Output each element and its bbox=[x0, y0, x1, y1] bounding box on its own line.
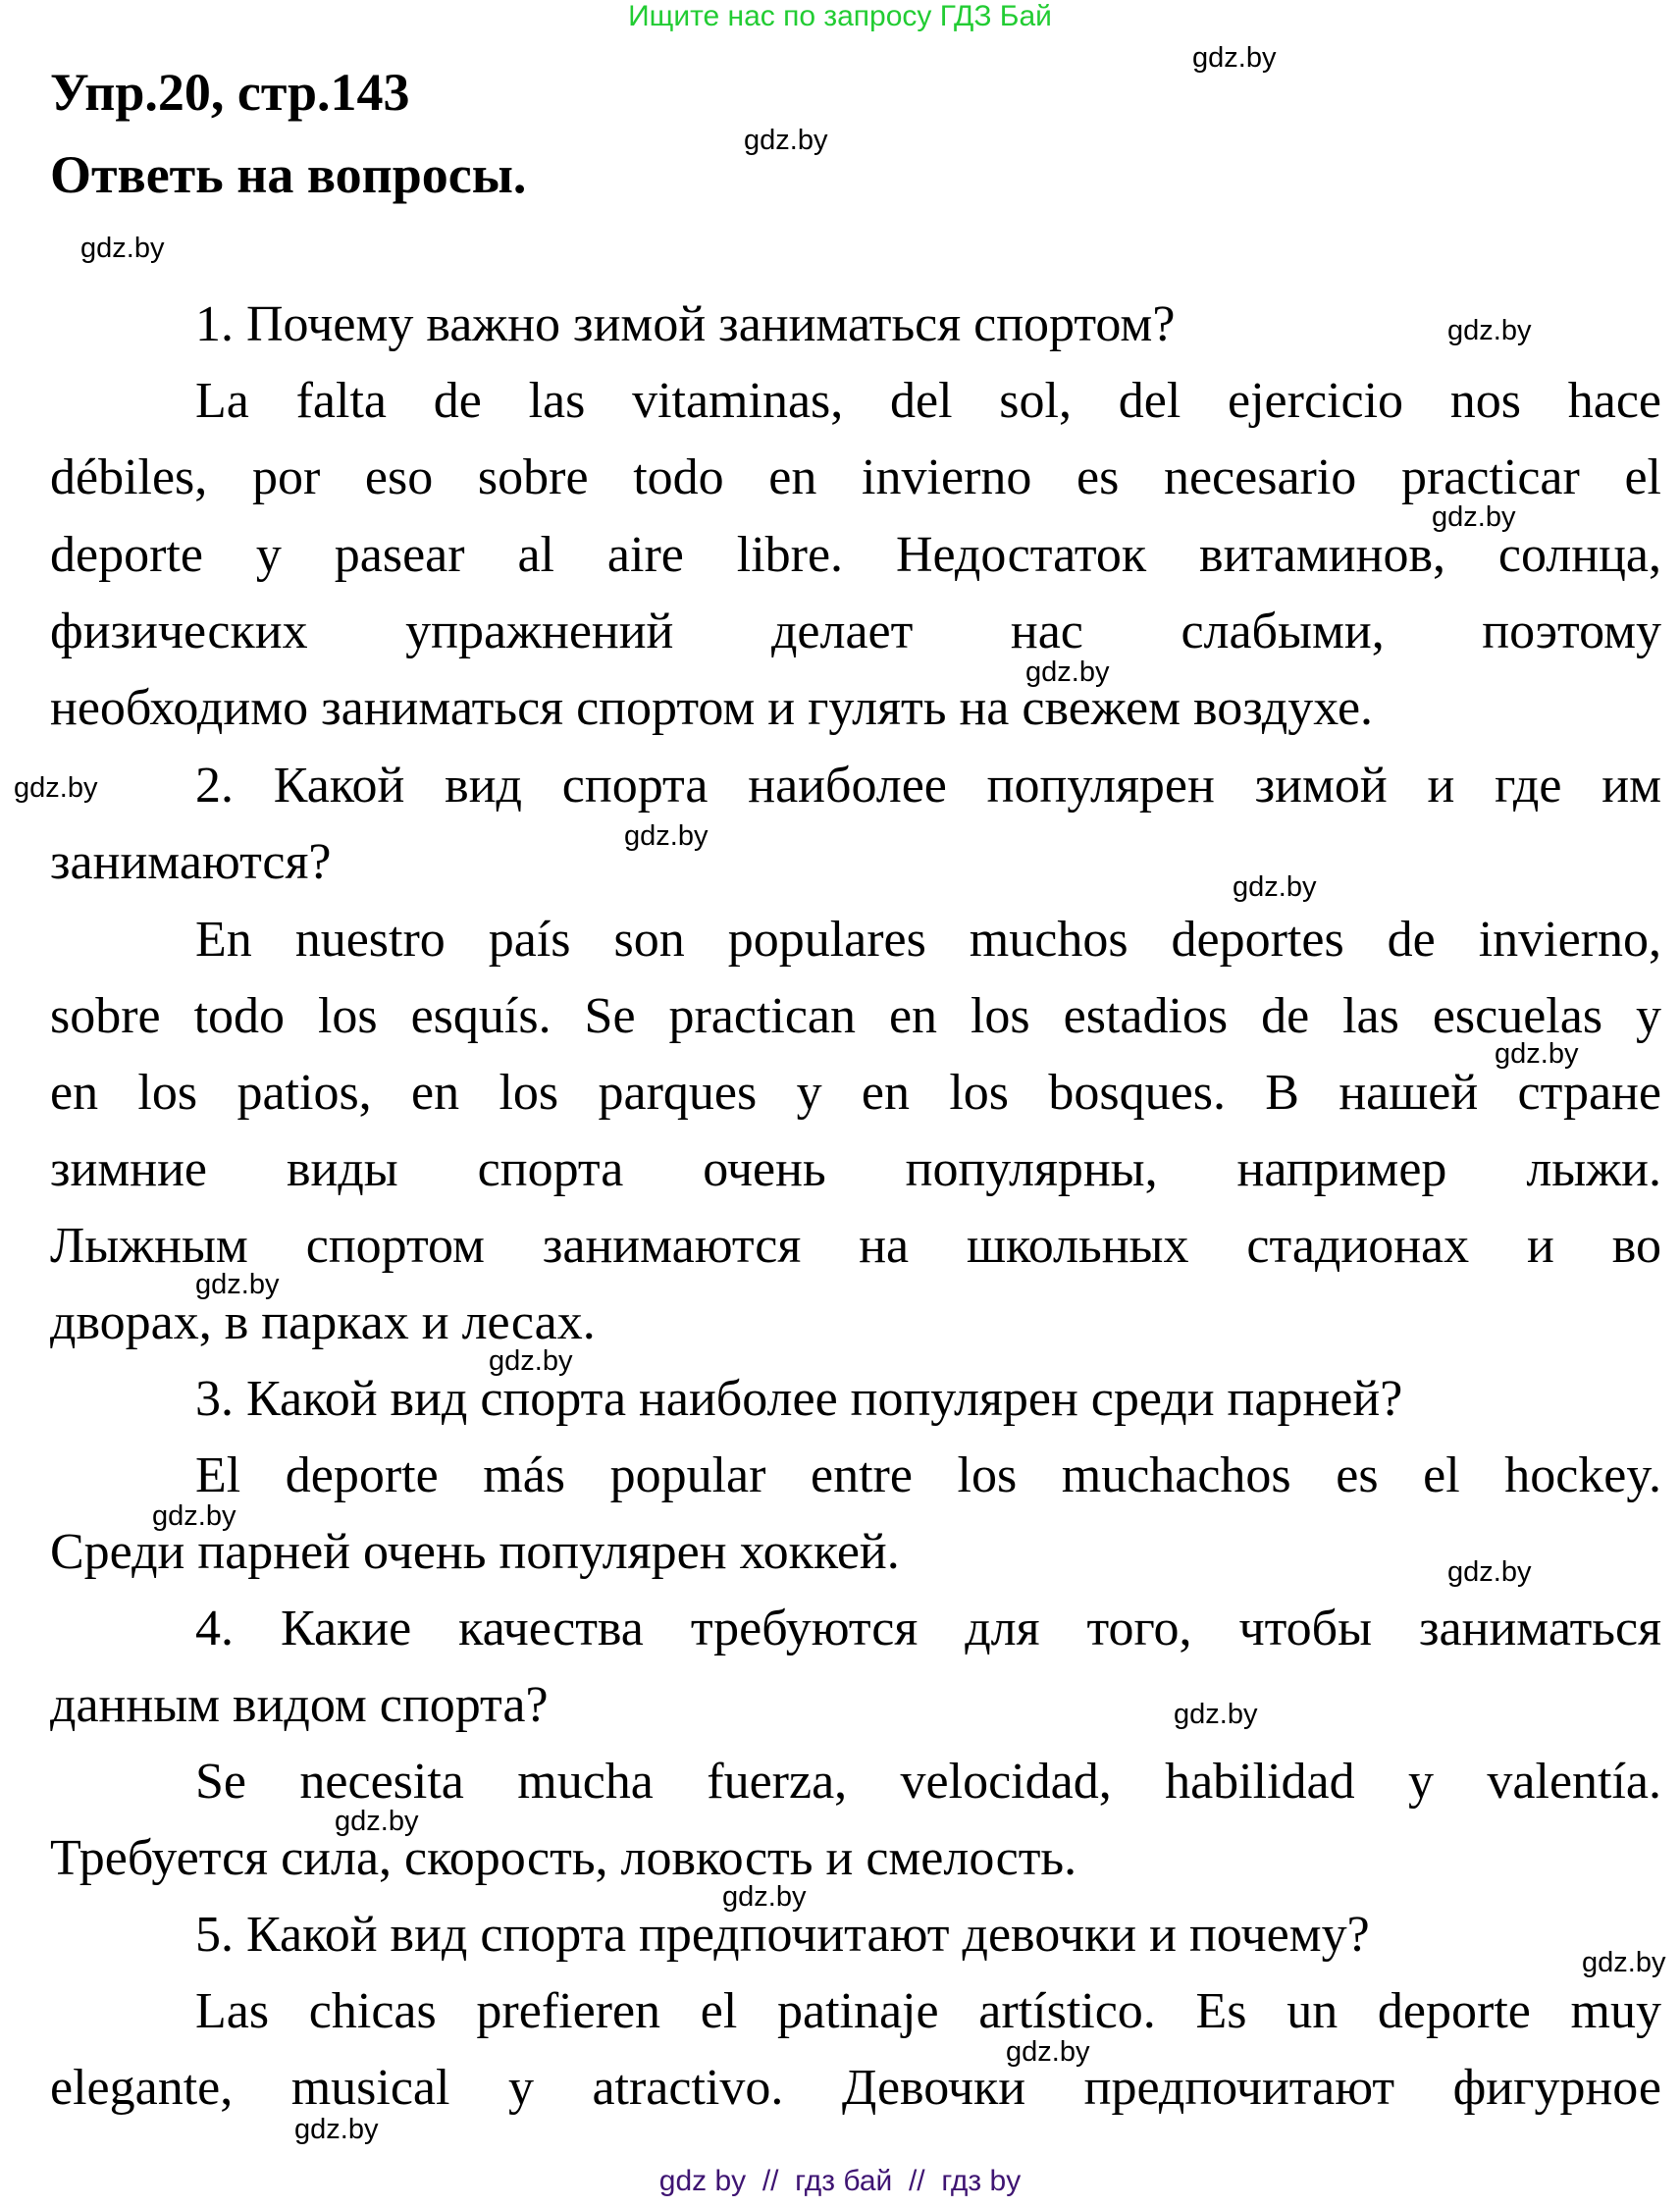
watermark: gdz.by bbox=[722, 1881, 807, 1913]
answer-1-line: débiles, por eso sobre todo en invierno es necesario practicar el bbox=[50, 449, 1661, 505]
watermark: gdz.by bbox=[80, 233, 165, 264]
watermark: gdz.by bbox=[1447, 1556, 1532, 1588]
footer-links: gdz by // гдз бай // гдз by bbox=[658, 2165, 1022, 2197]
watermark: gdz.by bbox=[195, 1269, 280, 1300]
watermark: gdz.by bbox=[1582, 1947, 1666, 1978]
question-2-cont: занимаются? bbox=[50, 834, 332, 890]
watermark: gdz.by bbox=[152, 1500, 236, 1532]
answer-1-line: физических упражнений делает нас слабыми, поэтому bbox=[50, 604, 1661, 659]
answer-2-line: дворах, в парках и лесах. bbox=[50, 1294, 596, 1350]
watermark: gdz.by bbox=[624, 820, 709, 852]
answer-3-line: Среди парней очень популярен хоккей. bbox=[50, 1524, 900, 1580]
answer-2-line: sobre todo los esquís. Se practican en los estadios de las escuelas y bbox=[50, 988, 1661, 1044]
exercise-title: Упр.20, стр.143 bbox=[50, 63, 410, 122]
question-1: 1. Почему важно зимой заниматься спортом? bbox=[195, 296, 1176, 352]
answer-4-line: Требуется сила, скорость, ловкость и смелость. bbox=[50, 1830, 1077, 1886]
question-2: 2. Какой вид спорта наиболее популярен зимой и где им bbox=[195, 758, 1661, 814]
answer-3-line: El deporte más popular entre los muchachos es el hockey. bbox=[195, 1447, 1661, 1503]
watermark: gdz.by bbox=[744, 125, 828, 156]
question-3: 3. Какой вид спорта наиболее популярен среди парней? bbox=[195, 1371, 1403, 1427]
watermark: gdz.by bbox=[1006, 2036, 1090, 2068]
watermark: gdz.by bbox=[1233, 871, 1317, 903]
answer-2-line: en los patios, en los parques y en los bosques. В нашей стране bbox=[50, 1065, 1661, 1121]
watermark: gdz.by bbox=[335, 1806, 419, 1837]
answer-2-line: En nuestro país son populares muchos deportes de invierno, bbox=[195, 912, 1661, 968]
answer-2-line: зимние виды спорта очень популярны, например лыжи. bbox=[50, 1141, 1661, 1197]
answer-5-line: Las chicas prefieren el patinaje artístico. Es un deporte muy bbox=[195, 1983, 1661, 2039]
watermark: gdz.by bbox=[1447, 315, 1532, 346]
answer-1-line: La falta de las vitaminas, del sol, del ejercicio nos hace bbox=[195, 373, 1661, 429]
question-4-cont: данным видом спорта? bbox=[50, 1677, 549, 1733]
watermark: gdz.by bbox=[14, 772, 98, 804]
watermark: gdz.by bbox=[1174, 1699, 1258, 1730]
answer-1-line: необходимо заниматься спортом и гулять на свежем воздухе. bbox=[50, 680, 1374, 736]
answer-4-line: Se necesita mucha fuerza, velocidad, habilidad y valentía. bbox=[195, 1754, 1661, 1810]
question-4: 4. Какие качества требуются для того, чтобы заниматься bbox=[195, 1601, 1661, 1656]
exercise-instruction: Ответь на вопросы. bbox=[50, 145, 527, 204]
watermark: gdz.by bbox=[1495, 1038, 1579, 1070]
watermark: gdz.by bbox=[294, 2114, 379, 2145]
watermark: gdz.by bbox=[1432, 501, 1516, 533]
question-5: 5. Какой вид спорта предпочитают девочки и почему? bbox=[195, 1907, 1370, 1963]
search-hint-banner: Ищите нас по запросу ГДЗ Бай bbox=[628, 0, 1052, 32]
watermark: gdz.by bbox=[1192, 42, 1277, 74]
watermark: gdz.by bbox=[489, 1345, 573, 1377]
answer-5-line: elegante, musical y atractivo. Девочки предпочитают фигурное bbox=[50, 2060, 1661, 2116]
answer-2-line: Лыжным спортом занимаются на школьных стадионах и во bbox=[50, 1218, 1661, 1274]
answer-1-line: deporte y pasear al aire libre. Недостаток витаминов, солнца, bbox=[50, 527, 1661, 583]
watermark: gdz.by bbox=[1025, 657, 1110, 688]
